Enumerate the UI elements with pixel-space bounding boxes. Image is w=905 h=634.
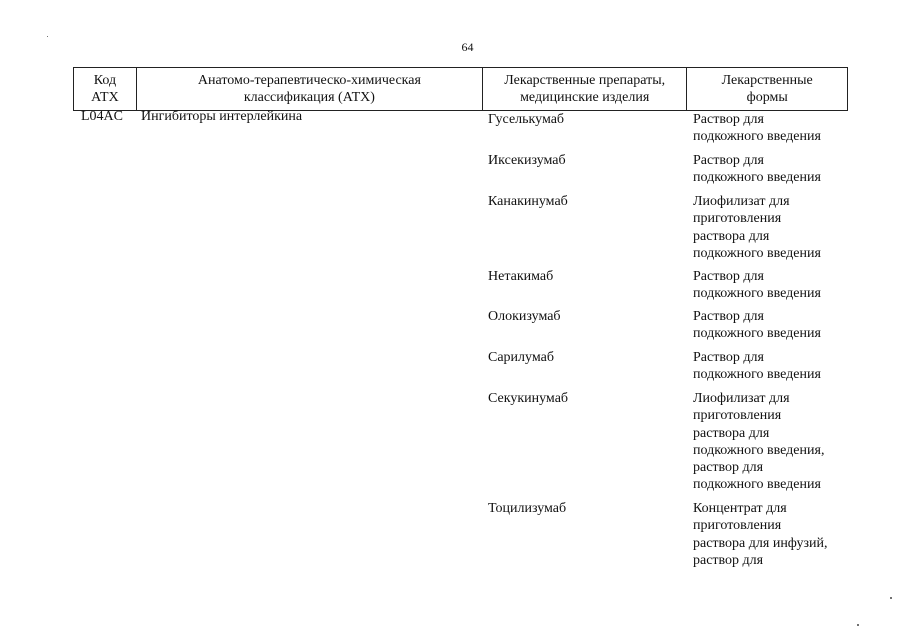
dosage-form-line: подкожного введения	[693, 477, 821, 493]
dosage-form-line: Раствор для	[693, 269, 764, 284]
dosage-form-line: раствор для	[693, 552, 764, 568]
dosage-form-line: приготовления	[693, 408, 782, 424]
header-drugs	[482, 68, 686, 110]
drug-name: Гуселькумаб	[488, 112, 565, 127]
dosage-form-line: приготовления	[693, 211, 782, 227]
header-classification-line: классификация (АТХ)	[243, 90, 375, 105]
page-number: 64	[461, 40, 474, 54]
dosage-form-line: раствора для инфузий,	[693, 535, 828, 551]
dosage-form	[693, 111, 848, 146]
drug-name: Канакинумаб	[488, 194, 568, 209]
dosage-form-line: раствора для	[693, 228, 770, 244]
header-code-line: АТХ	[91, 90, 119, 105]
dosage-form-line: подкожного введения	[693, 286, 821, 302]
scan-speck	[857, 624, 859, 626]
header-classification-line: Анатомо-терапевтическо-химическая	[197, 73, 421, 88]
drug-name: Тоцилизумаб	[488, 501, 567, 516]
drug-name: Нетакимаб	[488, 269, 554, 284]
dosage-form-line: раствор для	[693, 460, 764, 476]
dosage-form-line: подкожного введения	[693, 129, 821, 145]
header-code	[74, 68, 136, 110]
dosage-form-line: Раствор для	[693, 350, 764, 365]
dosage-form-line: Лиофилизат для	[693, 194, 790, 209]
dosage-form	[693, 152, 848, 187]
dosage-form-line: подкожного введения	[693, 367, 821, 383]
header-forms-line: формы	[746, 90, 788, 105]
atc-group-name: Ингибиторы интерлейкина	[141, 109, 303, 124]
dosage-form-line: подкожного введения	[693, 245, 821, 261]
drug-name: Олокизумаб	[488, 309, 561, 324]
dosage-form-line: подкожного введения	[693, 170, 821, 186]
dosage-form-line: раствора для	[693, 425, 770, 441]
header-drugs-line: Лекарственные препараты,	[504, 73, 666, 88]
header-forms-line: Лекарственные	[721, 73, 813, 88]
dosage-form	[693, 500, 848, 569]
dosage-form	[693, 349, 848, 384]
drug-name: Секукинумаб	[488, 391, 569, 406]
dosage-form-line: подкожного введения	[693, 326, 821, 342]
dosage-form-line: Раствор для	[693, 112, 764, 127]
table-header	[73, 67, 848, 111]
dosage-form	[693, 193, 848, 262]
header-forms	[686, 68, 847, 110]
header-classification	[136, 68, 482, 110]
drug-name: Сарилумаб	[488, 350, 554, 365]
dosage-form	[693, 390, 848, 494]
scan-speck	[47, 36, 48, 37]
dosage-form-line: Лиофилизат для	[693, 391, 790, 406]
dosage-form	[693, 268, 848, 303]
dosage-form-line: подкожного введения,	[693, 442, 825, 458]
drug-name: Иксекизумаб	[488, 153, 566, 168]
header-code-line: Код	[93, 73, 117, 88]
atc-code: L04AC	[81, 109, 123, 124]
scan-speck	[890, 597, 892, 599]
dosage-form-line: Раствор для	[693, 309, 764, 324]
header-drugs-line: медицинские изделия	[520, 90, 650, 105]
dosage-form	[693, 308, 848, 343]
dosage-form-line: приготовления	[693, 518, 782, 534]
dosage-form-line: Раствор для	[693, 153, 764, 168]
dosage-form-line: Концентрат для	[693, 501, 787, 516]
